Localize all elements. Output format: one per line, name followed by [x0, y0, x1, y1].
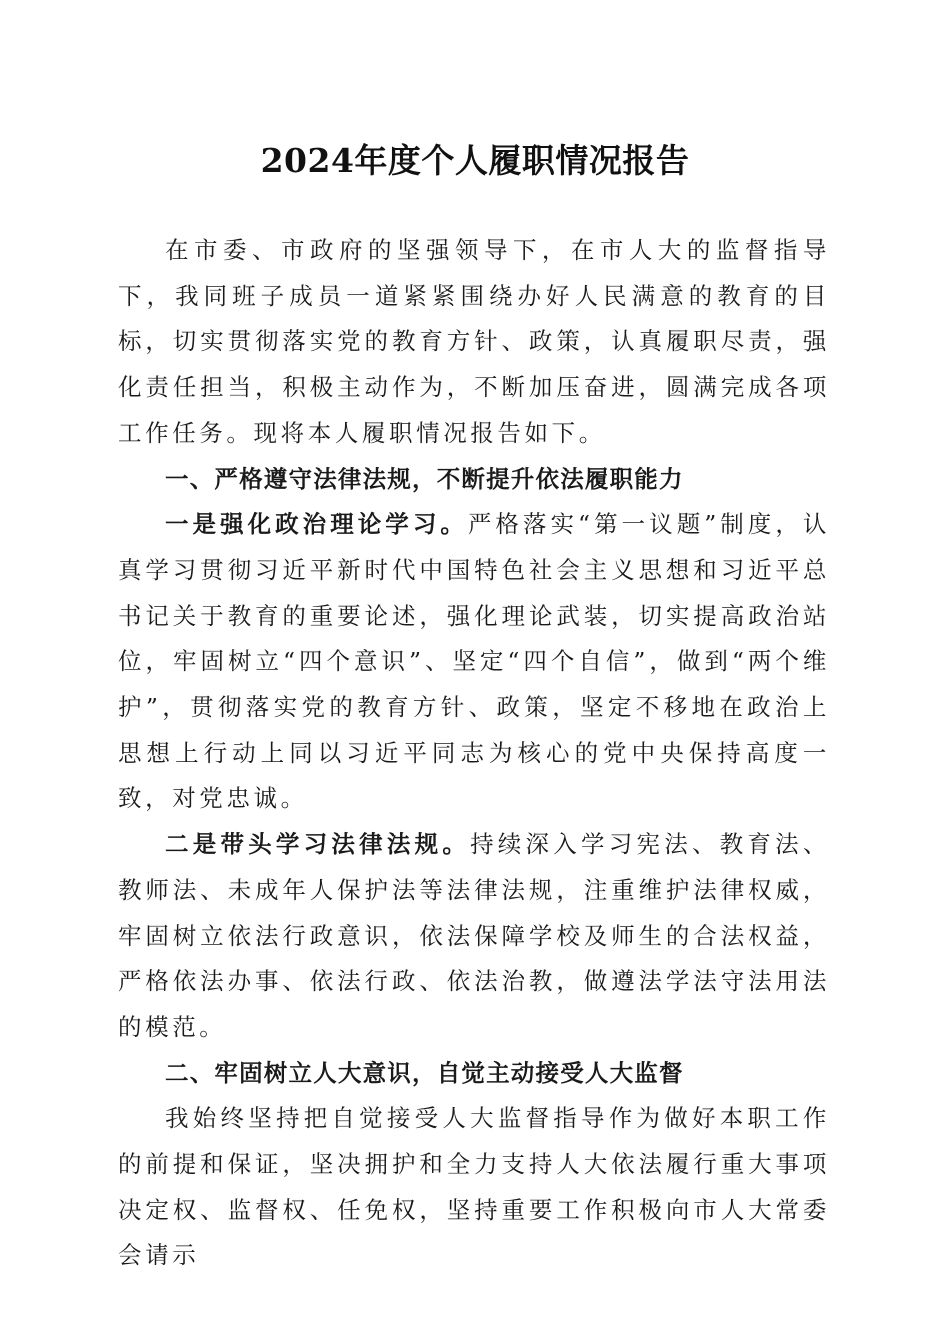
- section-1-paragraph-2-text: 持续深入学习宪法、教育法、教师法、未成年人保护法等法律法规，注重维护法律权威，牢固树立依法行政意识，依法保障学校及师生的合法权益，严格依法办事、依法行政、依法治教，做遵法学法守法用法的模范。: [118, 830, 830, 1041]
- section-2-paragraph-1: 我始终坚持把自觉接受人大监督指导作为做好本职工作的前提和保证，坚决拥护和全力支持人大依法履行重大事项决定权、监督权、任免权，坚持重要工作积极向市人大常委会请示: [118, 1104, 830, 1270]
- document-body: [118, 228, 830, 1279]
- section-1-paragraph-2-lead: 二是带头学习法律法规。: [165, 830, 471, 859]
- section-1-heading: 一、严格遵守法律法规，不断提升依法履职能力: [165, 464, 684, 493]
- section-1-paragraph-1-text: 严格落实“第一议题”制度，认真学习贯彻习近平新时代中国特色社会主义思想和习近平总书记关于教育的重要论述，强化理论武装，切实提高政治站位，牢固树立“四个意识”、坚定“四个自信”，做到“两个维护”，贯彻落实党的教育方针、政策，坚定不移地在政治上思想上行动上同以习近平同志为核心的党中央保持高度一致，对党忠诚。: [118, 510, 830, 813]
- section-1-paragraph-1: [118, 502, 830, 822]
- section-1-paragraph-1-lead: 一是强化政治理论学习。: [165, 510, 468, 539]
- document-title: 2024年度个人履职情况报告: [260, 141, 690, 180]
- section-2-heading: 二、牢固树立人大意识，自觉主动接受人大监督: [165, 1058, 684, 1087]
- section-1-paragraph-2: [118, 822, 830, 1051]
- intro-paragraph: 在市委、市政府的坚强领导下，在市人大的监督指导下，我同班子成员一道紧紧围绕办好人民满意的教育的目标，切实贯彻落实党的教育方针、政策，认真履职尽责，强化责任担当，积极主动作为，不断加压奋进，圆满完成各项工作任务。现将本人履职情况报告如下。: [118, 236, 830, 447]
